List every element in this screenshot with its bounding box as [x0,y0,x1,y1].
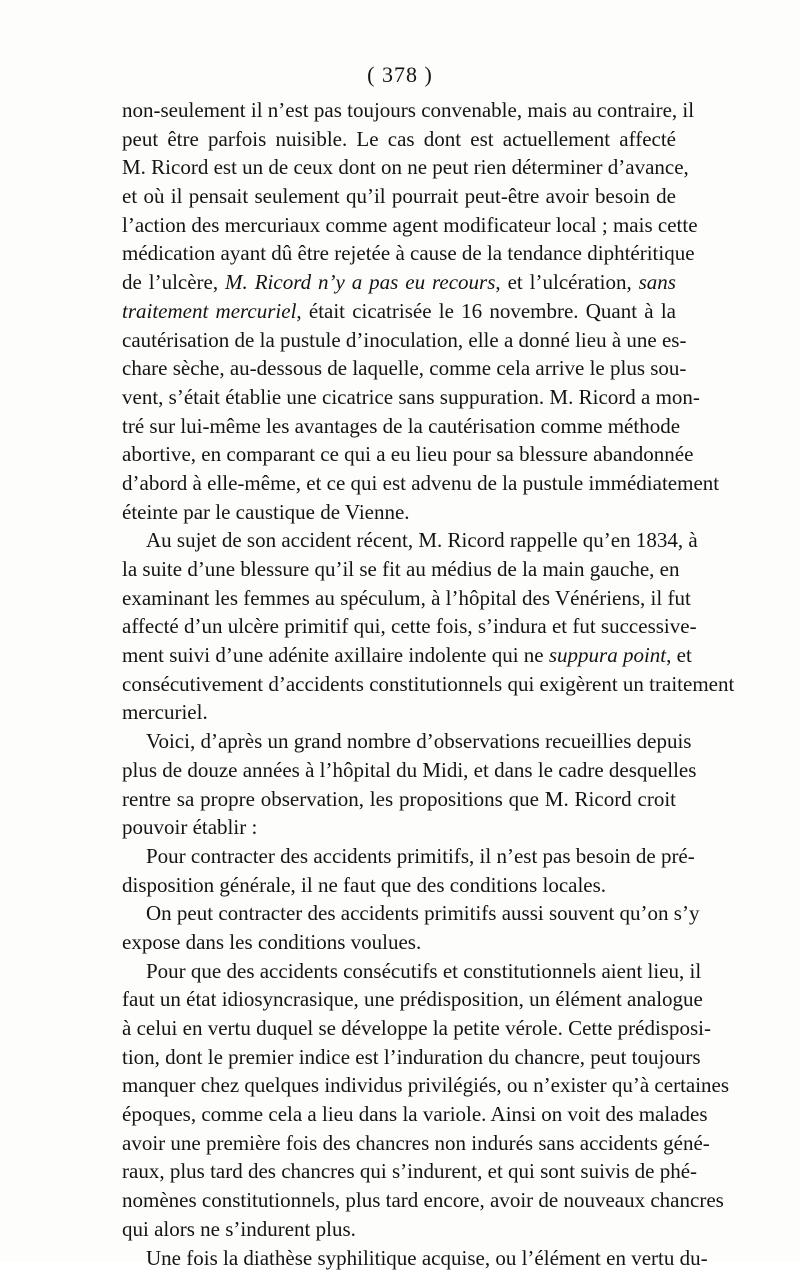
text-line [122,211,676,240]
text-segment: consécutivement d’accidents constitutionnels qui exigèrent un traitement [122,672,734,696]
text-line [122,268,676,297]
text-segment: manquer chez quelques individus privilégiés, ou n’exister qu’à certaines [122,1073,729,1097]
text-segment: rentre sa propre observation, les propositions que M. Ricord croit [122,787,676,811]
text-line [122,899,676,928]
text-segment: faut un état idiosyncrasique, une prédisposition, un élément analogue [122,987,703,1011]
page-number: ( 378 ) [0,62,800,88]
text-line [122,698,676,727]
text-segment: plus de douze années à l’hôpital du Midi, et dans le cadre desquelles [122,758,696,782]
text-line [122,469,676,498]
text-line [122,354,676,383]
text-line [122,1071,676,1100]
text-segment: à celui en vertu duquel se développe la petite vérole. Cette prédisposi- [122,1016,711,1040]
text-segment: peut être parfois nuisible. Le cas dont est actuellement affecté [122,127,676,151]
text-line [122,326,676,355]
text-line [122,985,676,1014]
text-segment: et où il pensait seulement qu’il pourrait peut-être avoir besoin de [122,184,676,208]
text-line [122,1100,676,1129]
text-line [122,928,676,957]
text-line [122,1186,676,1215]
text-segment: On peut contracter des accidents primitifs aussi souvent qu’on s’y [146,901,699,925]
text-segment: M. Ricord est un de ceux dont on ne peut rien déterminer d’avance, [122,155,689,179]
text-segment: Pour contracter des accidents primitifs, il n’est pas besoin de pré- [146,844,695,868]
text-segment: pouvoir établir : [122,815,257,839]
text-line [122,96,676,125]
text-line [122,612,676,641]
text-segment: Une fois la diathèse syphilitique acquise, ou l’élément en vertu du- [146,1246,708,1270]
text-segment: Voici, d’après un grand nombre d’observations recueillies depuis [146,729,691,753]
text-segment: affecté d’un ulcère primitif qui, cette fois, s’indura et fut successive- [122,614,697,638]
text-segment: raux, plus tard des chancres qui s’indurent, et qui sont suivis de phé- [122,1159,697,1183]
italic-text: suppura point [549,643,666,667]
text-line [122,1043,676,1072]
text-line [122,785,676,814]
text-line [122,957,676,986]
text-segment: tré sur lui-même les avantages de la cautérisation comme méthode [122,414,680,438]
text-segment: chare sèche, au-dessous de laquelle, comme cela arrive le plus sou- [122,356,686,380]
text-segment: médication ayant dû être rejetée à cause de la tendance diphtéritique [122,241,695,265]
text-line [122,555,676,584]
text-line [122,125,676,154]
text-segment: vent, s’était établie une cicatrice sans suppuration. M. Ricord a mon- [122,385,700,409]
text-segment: époques, comme cela a lieu dans la variole. Ainsi on voit des malades [122,1102,708,1126]
text-segment: abortive, en comparant ce qui a eu lieu pour sa blessure abandonnée [122,442,693,466]
text-line [122,297,676,326]
text-segment: cautérisation de la pustule d’inoculation, elle a donné lieu à une es- [122,328,686,352]
text-segment: Pour que des accidents consécutifs et constitutionnels aient lieu, il [146,959,701,983]
text-line [122,871,676,900]
text-segment: , et [666,643,692,667]
text-segment: Au sujet de son accident récent, M. Ricord rappelle qu’en 1834, à [146,528,698,552]
text-segment: avoir une première fois des chancres non indurés sans accidents géné- [122,1131,710,1155]
text-segment: tion, dont le premier indice est l’induration du chancre, peut toujours [122,1045,701,1069]
text-line [122,670,676,699]
text-line [122,641,676,670]
text-segment: expose dans les conditions voulues. [122,930,421,954]
text-line [122,1014,676,1043]
text-segment: mercuriel. [122,700,208,724]
text-line [122,813,676,842]
text-line [122,842,676,871]
text-line [122,1244,676,1272]
italic-text: traitement mercuriel [122,299,296,323]
text-segment: qui alors ne s’indurent plus. [122,1217,356,1241]
text-segment: l’action des mercuriaux comme agent modificateur local ; mais cette [122,213,698,237]
text-segment: non-seulement il n’est pas toujours convenable, mais au contraire, il [122,98,694,122]
text-line [122,182,676,211]
text-segment: examinant les femmes au spéculum, à l’hôpital des Vénériens, il fut [122,586,691,610]
italic-text: M. Ricord n’y a pas eu recours [225,270,495,294]
text-segment: éteinte par le caustique de Vienne. [122,500,410,524]
text-segment: , était cicatrisée le 16 novembre. Quant à la [296,299,676,323]
text-line [122,412,676,441]
text-line [122,1157,676,1186]
text-line [122,383,676,412]
text-line [122,727,676,756]
text-line [122,498,676,527]
text-line [122,440,676,469]
text-segment: de l’ulcère, [122,270,225,294]
text-line [122,153,676,182]
text-line [122,756,676,785]
text-line [122,526,676,555]
text-segment: , et l’ulcération, [495,270,638,294]
text-segment: nomènes constitutionnels, plus tard encore, avoir de nouveaux chancres [122,1188,724,1212]
text-line [122,1215,676,1244]
italic-text: sans [639,270,676,294]
text-segment: disposition générale, il ne faut que des conditions locales. [122,873,606,897]
text-segment: ment suivi d’une adénite axillaire indolente qui ne [122,643,549,667]
text-segment: d’abord à elle-même, et ce qui est advenu de la pustule immédiatement [122,471,719,495]
text-line [122,1129,676,1158]
text-line [122,584,676,613]
text-segment: la suite d’une blessure qu’il se fit au médius de la main gauche, en [122,557,680,581]
body-text [122,96,676,1272]
text-line [122,239,676,268]
